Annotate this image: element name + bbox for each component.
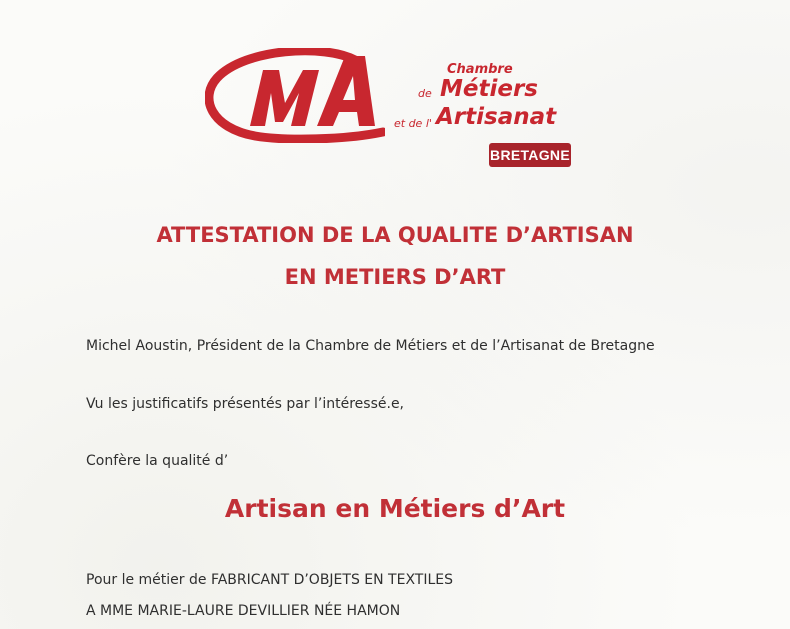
justificatifs-statement: Vu les justificatifs présentés par l’intéressé.e, <box>86 396 405 412</box>
region-badge: BRETAGNE <box>489 143 571 167</box>
attestation-title-line1: ATTESTATION DE LA QUALITE D’ARTISAN <box>156 223 634 247</box>
attestation-title-line2: EN METIERS D’ART <box>284 265 506 289</box>
brand-artisanat: Artisanat <box>436 104 557 130</box>
brand-de: de <box>418 87 432 100</box>
president-statement: Michel Aoustin, Président de la Chambre de Métiers et de l’Artisanat de Bretagne <box>86 338 655 354</box>
brand-et-de-l: et de l' <box>394 117 432 130</box>
cma-brand-text <box>392 60 582 170</box>
recipient-name: A MME MARIE-LAURE DEVILLIER NÉE HAMON <box>86 603 401 619</box>
confere-statement: Confère la qualité d’ <box>86 453 229 469</box>
metier-statement: Pour le métier de FABRICANT D’OBJETS EN TEXTILES <box>86 572 454 588</box>
cma-logo <box>205 48 385 143</box>
brand-metiers: Métiers <box>440 76 538 102</box>
brand-chambre: Chambre <box>447 62 513 77</box>
quality-title: Artisan en Métiers d’Art <box>224 494 566 523</box>
